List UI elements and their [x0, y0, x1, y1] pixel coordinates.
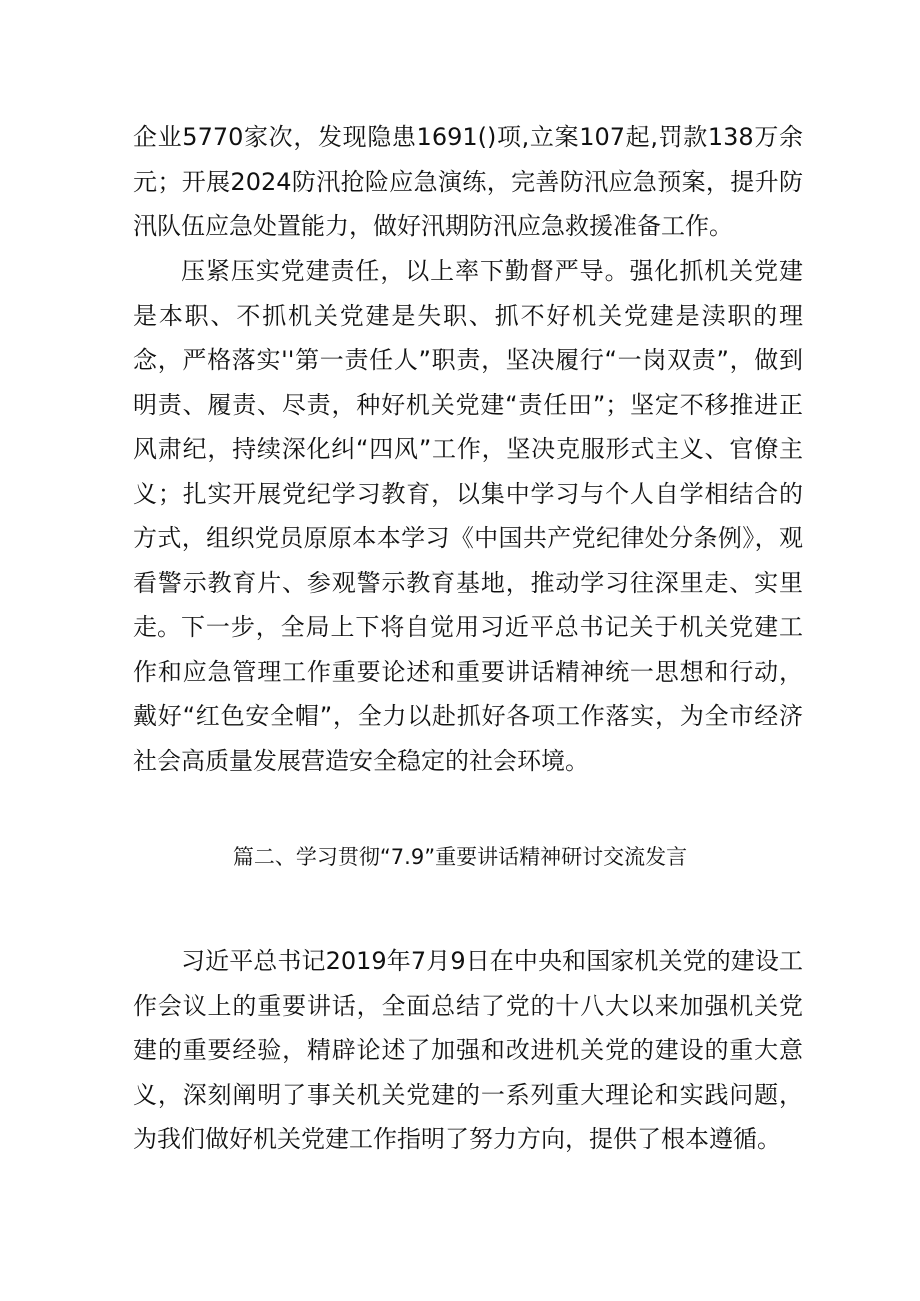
paragraph-flood-prevention: 企业5770家次，发现隐患1691()项,立案107起,罚款138万余元；开展2024防汛抢险应急演练，完善防汛应急预案，提升防汛队伍应急处置能力，做好汛期防汛应急救援准备工作。	[133, 123, 803, 240]
section-heading: 篇二、学习贯彻“7.9”重要讲话精神研讨交流发言	[232, 845, 688, 869]
paragraph-speech-summary: 习近平总书记2019年7月9日在中央和国家机关党的建设工作会议上的重要讲话，全面总结了党的十八大以来加强机关党建的重要经验，精辟论述了加强和改进机关党的建设的重大意义，深刻阐明了事关机关党建的一系列重大理论和实践问题，为我们做好机关党建工作指明了努力方向，提供了根本遵循。	[133, 947, 803, 1153]
paragraph-party-responsibility: 压紧压实党建责任，以上率下勤督严导。强化抓机关党建是本职、不抓机关党建是失职、抓不好机关党建是渎职的理念，严格落实''第一责任人”职责，坚决履行“一岗双责”，做到明责、履责、尽责，种好机关党建“责任田”；坚定不移推进正风肃纪，持续深化纠“四风”工作，坚决克服形式主义、官僚主义；扎实开展党纪学习教育，以集中学习与个人自学相结合的方式，组织党员原原本本学习《中国共产党纪律处分条例》，观看警示教育片、参观警示教育基地，推动学习往深里走、实里走。	[133, 257, 803, 641]
paragraph-next-step: 下一步，全局上下将自觉用习近平总书记关于机关党建工作和应急管理工作重要论述和重要讲话精神统一思想和行动，戴好“红色安全帽”，全力以赴抓好各项工作落实，为全市经济社会高质量发展营造安全稳定的社会环境。	[133, 613, 803, 775]
